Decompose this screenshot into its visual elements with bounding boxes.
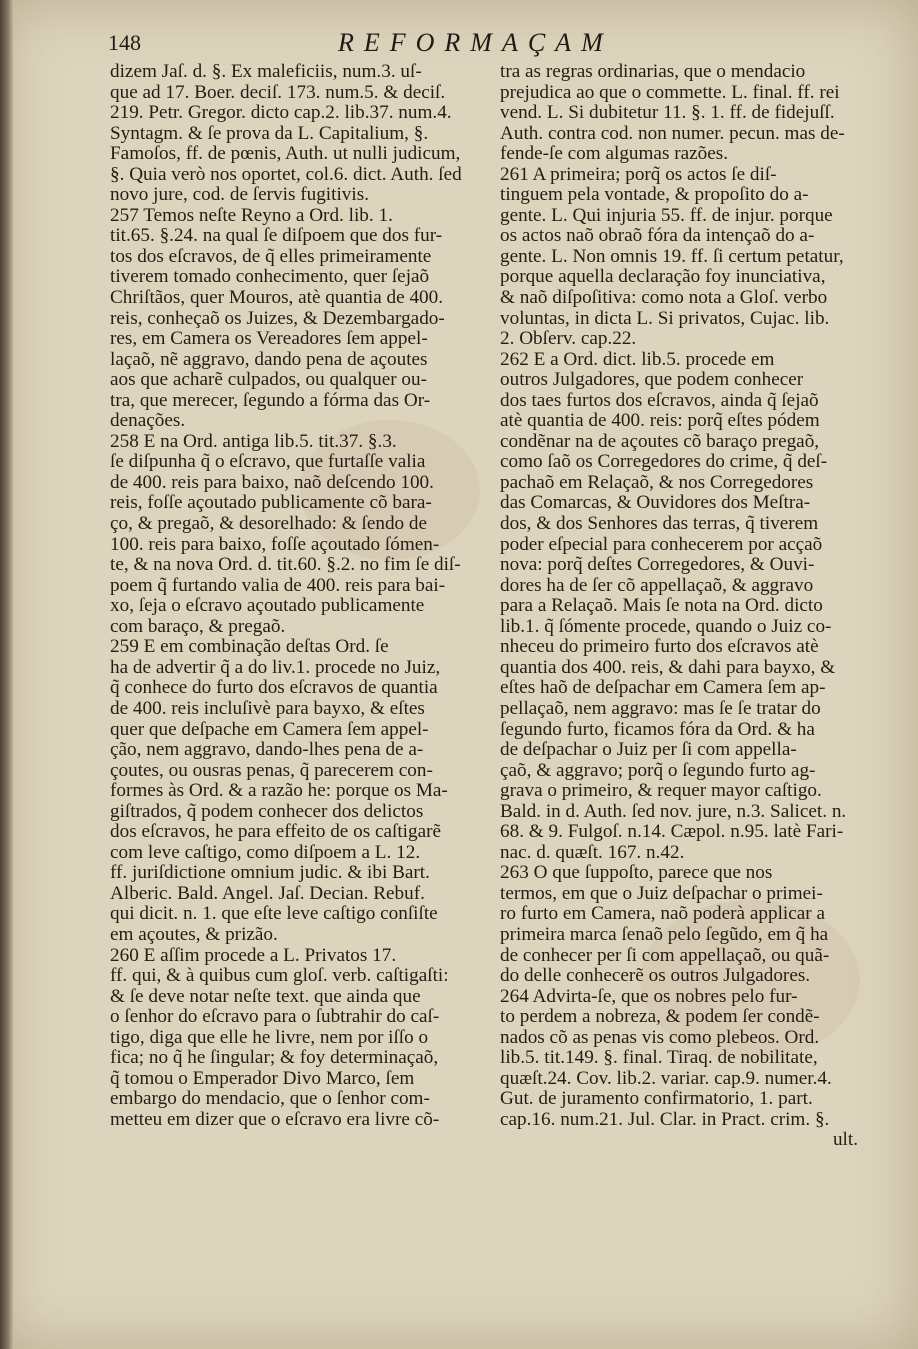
text-line: 263 O que ſuppoſto, parece que nos	[500, 863, 773, 884]
text-line: com leve caſtigo, como diſpoem a L. 12.	[110, 842, 421, 863]
text-line: ſegundo furto, ficamos fóra da Ord. & ha	[500, 719, 815, 740]
text-line: dos taes furtos dos eſcravos, ainda q̃ ſejaõ	[500, 390, 819, 411]
text-line: o ſenhor do eſcravo para o ſubtrahir do caſ-	[110, 1007, 440, 1028]
text-line: de 400. reis para baixo, naõ deſcendo 100.	[110, 472, 434, 493]
text-line: 259 E em combinação deſtas Ord. ſe	[110, 637, 389, 658]
text-line: çaõ, & aggravo; porq̃ o ſegundo furto ag-	[500, 760, 816, 781]
text-line: 261 A primeira; porq̃ os actos ſe diſ-	[500, 164, 777, 185]
text-line: gente. L. Non omnis 19. ff. ſi certum petatur,	[500, 246, 844, 267]
text-line: em açoutes, & prizão.	[110, 924, 278, 945]
text-line: pachaõ em Relaçaõ, & nos Corregedores	[500, 472, 814, 493]
text-line: dos eſcravos, he para effeito de os caſtigarẽ	[110, 822, 442, 843]
text-line: poem q̃ furtando valia de 400. reis para bai-	[110, 575, 446, 596]
text-line: tiverem tomado conhecimento, quer ſejaõ	[110, 267, 430, 288]
text-line: 262 E a Ord. dict. lib.5. procede em	[500, 349, 775, 370]
text-line: ço, & pregaõ, & desorelhado: & ſendo de	[110, 514, 428, 535]
text-line: atè quantia de 400. reis: porq̃ eſtes pódem	[500, 411, 820, 432]
text-line: nados cõ as penas vis como plebeos. Ord.	[500, 1027, 820, 1048]
text-line: metteu em dizer que o eſcravo era livre cõ-	[110, 1109, 440, 1130]
text-line: dores ha de ſer cõ appellaçaõ, & aggravo	[500, 575, 814, 596]
text-line: prejudica ao que o commette. L. final. ff. rei	[500, 82, 840, 103]
text-line: porque aquella declaração foy inunciativa,	[500, 267, 826, 288]
text-line: fende-ſe com algumas razões.	[500, 144, 729, 165]
text-line: poder eſpecial para conhecerem por acçaõ	[500, 534, 823, 555]
text-line: 260 E aſſim procede a L. Privatos 17.	[110, 945, 397, 966]
text-line: quer que deſpache em Camera ſem appel-	[110, 719, 429, 740]
text-line: 2. Obſerv. cap.22.	[500, 329, 637, 350]
text-line: das Comarcas, & Ouvidores dos Meſtra-	[500, 493, 811, 514]
text-line: ção, nem aggravo, dando-lhes pena de a-	[110, 740, 424, 761]
text-line: formes às Ord. & a razão he: porque os Ma-	[110, 781, 448, 802]
text-line: çoutes, ou ousras penas, q̃ parecerem con-	[110, 760, 433, 781]
text-line: dizem Jaſ. d. §. Ex maleficiis, num.3. uſ-	[110, 62, 422, 82]
text-line: ſe diſpunha q̃ o eſcravo, que furtaſſe valia	[110, 452, 426, 473]
text-line: nova: porq̃ deſtes Corregedores, & Ouvi-	[500, 555, 815, 576]
text-line: dos, & dos Senhores das terras, q̃ tiverem	[500, 514, 819, 535]
text-line: tit.65. §.24. na qual ſe diſpoem que dos fur-	[110, 226, 443, 247]
text-line: eſtes haõ de deſpachar em Camera ſem ap-	[500, 678, 826, 699]
text-line: primeira marca ſenaõ pelo ſegũdo, em q̃ ha	[500, 924, 829, 945]
text-line: qui dicit. n. 1. que eſte leve caſtigo conſiſte	[110, 904, 438, 925]
text-line: Syntagm. & ſe prova da L. Capitalium, §.	[110, 123, 429, 144]
text-line: ha de advertir q̃ a do liv.1. procede no Juiz,	[110, 657, 441, 678]
text-line: ff. qui, & à quibus cum gloſ. verb. caſtigaſti:	[110, 966, 449, 987]
text-line: quæſt.24. Cov. lib.2. variar. cap.9. numer.4.	[500, 1068, 832, 1089]
text-line: tra as regras ordinarias, que o mendacio	[500, 62, 806, 82]
text-line: 219. Petr. Gregor. dicto cap.2. lib.37. num.4.	[110, 103, 452, 124]
text-line: vend. L. Si dubitetur 11. §. 1. ff. de fidejuſſ.	[500, 103, 835, 124]
text-line: grava o primeiro, & requer mayor caſtigo.	[500, 781, 822, 802]
text-line: Alberic. Bald. Angel. Jaſ. Decian. Rebuf.	[110, 883, 425, 904]
text-line: quantia dos 400. reis, & dahi para bayxo, &	[500, 657, 836, 678]
text-line: to perdem a nobreza, & podem ſer condẽ-	[500, 1007, 820, 1028]
text-line: 258 E na Ord. antiga lib.5. tit.37. §.3.	[110, 431, 397, 452]
text-line: §. Quia verò nos oportet, col.6. dict. Auth. ſed	[110, 164, 462, 185]
text-line: tos dos eſcravos, de q̃ elles primeiramente	[110, 246, 432, 267]
text-line: aos que acharẽ culpados, ou qualquer ou-	[110, 370, 428, 391]
text-line: te, & na nova Ord. d. tit.60. §.2. no fim ſe diſ-	[110, 555, 461, 576]
text-line: gente. L. Qui injuria 55. ff. de injur. porque	[500, 205, 833, 226]
text-line: cap.16. num.21. Jul. Clar. in Pract. crim. §.	[500, 1109, 830, 1130]
catchword: ult.	[832, 1130, 858, 1151]
right-text-column	[500, 62, 862, 1151]
text-line: giſtrados, q̃ podem conhecer dos delictos	[110, 801, 424, 822]
text-line: nac. d. quæſt. 167. n.42.	[500, 842, 685, 863]
text-line: lib.5. tit.149. §. final. Tiraq. de nobilitate,	[500, 1048, 818, 1069]
text-line: 264 Advirta-ſe, que os nobres pelo fur-	[500, 986, 798, 1007]
text-line: ff. juriſdictione omnium judic. & ibi Bart.	[110, 863, 430, 884]
text-line: 68. & 9. Fulgoſ. n.14. Cæpol. n.95. latè Fari-	[500, 822, 844, 843]
text-line: de deſpachar o Juiz per ſi com appella-	[500, 740, 797, 761]
text-line: que ad 17. Boer. deciſ. 173. num.5. & deciſ.	[110, 82, 446, 103]
text-line: Chriſtãos, quer Mouros, atè quantia de 400.	[110, 288, 444, 309]
text-line: embargo do mendacio, que o ſenhor com-	[110, 1089, 430, 1110]
text-line: tigo, diga que elle he livre, nem por iſſo o	[110, 1027, 429, 1048]
text-line: lib.1. q̃ ſómente procede, quando o Juiz co-	[500, 616, 832, 637]
text-line: novo jure, cod. de ſervis fugitivis.	[110, 185, 369, 206]
text-line: para a Relaçaõ. Mais ſe nota na Ord. dicto	[500, 596, 823, 617]
text-line: laçaõ, nẽ aggravo, dando pena de açoutes	[110, 349, 428, 370]
text-line: do delle conhecerẽ os outros Julgadores.	[500, 966, 811, 987]
running-head: REFORMAÇAM	[338, 28, 613, 57]
text-line: Bald. in d. Auth. ſed nov. jure, n.3. Salicet. n.	[500, 801, 847, 822]
text-line: os actos naõ obraõ fóra da intençaõ do a-	[500, 226, 815, 247]
text-line: 257 Temos neſte Reyno a Ord. lib. 1.	[110, 205, 393, 226]
text-line: 100. reis para baixo, foſſe açoutado ſómen-	[110, 534, 440, 555]
text-line: Auth. contra cod. non numer. pecun. mas de-	[500, 123, 845, 144]
text-line: termos, em que o Juiz deſpachar o primei-	[500, 883, 823, 904]
text-line: com baraço, & pregaõ.	[110, 616, 286, 637]
text-line: q̃ tomou o Emperador Divo Marco, ſem	[110, 1068, 415, 1089]
text-line: & naõ diſpoſitiva: como nota a Gloſ. verbo	[500, 288, 828, 309]
text-line: condẽnar na de açoutes cõ baraço pregaõ,	[500, 431, 820, 452]
text-line: voluntas, in dicta L. Si privatos, Cujac. lib.	[500, 308, 830, 329]
text-line: Famoſos, ff. de pœnis, Auth. ut nulli judicum,	[110, 144, 461, 165]
left-text-column	[110, 62, 480, 1130]
text-line: tra, que merecer, ſegundo a fórma das Or-	[110, 390, 431, 411]
text-line: xo, ſeja o eſcravo açoutado publicamente	[110, 596, 425, 617]
text-line: q̃ conhece do furto dos eſcravos de quantia	[110, 678, 438, 699]
text-line: res, em Camera os Vereadores ſem appel-	[110, 329, 428, 350]
page-binding-edge	[0, 0, 14, 1349]
text-line: tinguem pela vontade, & propoſito do a-	[500, 185, 809, 206]
text-line: nheceu do primeiro furto dos eſcravos atè	[500, 637, 819, 658]
text-line: outros Julgadores, que podem conhecer	[500, 370, 804, 391]
text-line: fica; no q̃ he ſingular; & foy determinaçaõ,	[110, 1048, 439, 1069]
text-line: de conhecer per ſi com appellaçaõ, ou quã-	[500, 945, 830, 966]
text-line: reis, foſſe açoutado publicamente cõ bara-	[110, 493, 432, 514]
page-number: 148	[108, 30, 141, 55]
text-line: pellaçaõ, nem aggravo: mas ſe ſe tratar do	[500, 698, 821, 719]
text-line: reis, conheçaõ os Juizes, & Dezembargado-	[110, 308, 445, 329]
text-line: ro furto em Camera, naõ poderà applicar a	[500, 904, 825, 925]
text-line: como ſaõ os Corregedores do crime, q̃ deſ-	[500, 452, 828, 473]
text-line: Gut. de juramento confirmatorio, 1. part.	[500, 1089, 813, 1110]
text-line: de 400. reis incluſivè para bayxo, & eſtes	[110, 698, 425, 719]
text-line: & ſe deve notar neſte text. que ainda que	[110, 986, 421, 1007]
text-line: denações.	[110, 411, 186, 432]
